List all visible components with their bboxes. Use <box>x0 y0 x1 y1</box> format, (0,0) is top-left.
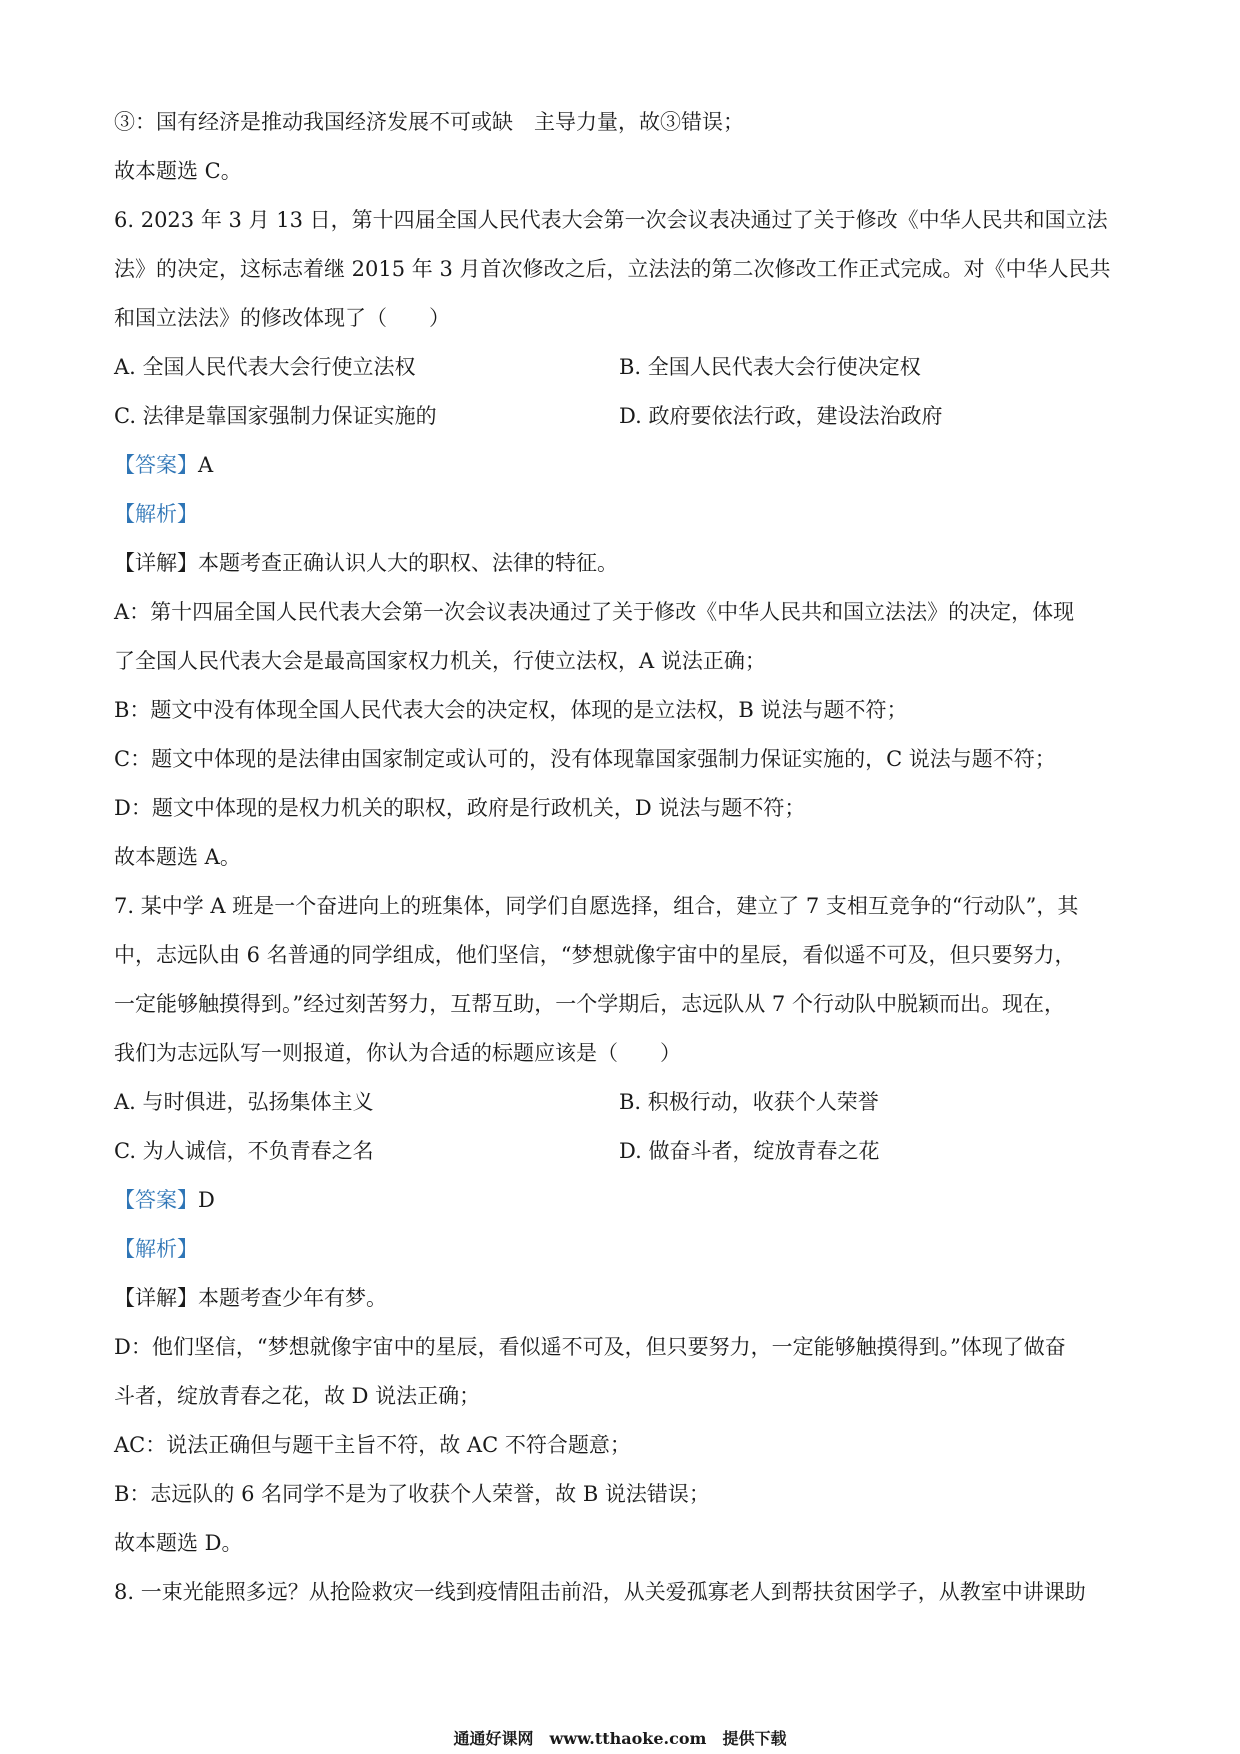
page-footer: 通通好课网 www.tthaoke.com 提供下载 <box>453 1729 787 1748</box>
q6-options-row-1 <box>114 343 1134 392</box>
q7-detail <box>114 1274 1134 1323</box>
q7-stem-line-4: 我们为志远队写一则报道，你认为合适的标题应该是（ ） <box>114 1041 681 1065</box>
q7-options-row-1 <box>114 1078 1134 1127</box>
q7-stem-line-1: 7. 某中学 A 班是一个奋进向上的班集体，同学们自愿选择，组合，建立了 7 支相互竞争的“行动队”，其 <box>114 894 1079 918</box>
q7-options-row-2 <box>114 1127 1134 1176</box>
detail-tag: 【详解】 <box>114 1286 198 1310</box>
analysis-tag: 【解析】 <box>114 1237 198 1261</box>
q6-answer <box>114 441 1134 490</box>
q7-explain-line: 斗者，绽放青春之花，故 D 说法正确； <box>114 1384 481 1408</box>
q7-stem-line-3: 一定能够触摸得到。”经过刻苦努力，互帮互助，一个学期后，志远队从 7 个行动队中脱颖而出。现在， <box>114 992 1065 1016</box>
q7-conclusion: 故本题选 D。 <box>114 1531 243 1555</box>
q6-option-d: D. 政府要依法行政，建设法治政府 <box>619 404 943 428</box>
q6-stem-line-1: 6. 2023 年 3 月 13 日，第十四届全国人民代表大会第一次会议表决通过了关于修改《中华人民共和国立法 <box>114 208 1108 232</box>
q6-option-a: A. 全国人民代表大会行使立法权 <box>114 355 416 379</box>
answer-value: D <box>198 1188 215 1212</box>
answer-tag: 【答案】 <box>114 453 198 477</box>
q6-options-row-2 <box>114 392 1134 441</box>
q6-conclusion: 故本题选 A。 <box>114 845 241 869</box>
q6-explain-line: B：题文中没有体现全国人民代表大会的决定权，体现的是立法权，B 说法与题不符； <box>114 698 908 722</box>
q7-option-b: B. 积极行动，收获个人荣誉 <box>619 1090 879 1114</box>
q5-conclusion: 故本题选 C。 <box>114 159 242 183</box>
q7-explain-line: D：他们坚信，“梦想就像宇宙中的星辰，看似遥不可及，但只要努力，一定能够触摸得到。”体现了做奋 <box>114 1335 1066 1359</box>
q6-detail <box>114 539 1134 588</box>
q8-stem-line-1: 8. 一束光能照多远？从抢险救灾一线到疫情阻击前沿，从关爱孤寡老人到帮扶贫困学子，从教室中讲课助 <box>114 1580 1086 1604</box>
q6-option-b: B. 全国人民代表大会行使决定权 <box>619 355 921 379</box>
q7-option-c: C. 为人诚信，不负青春之名 <box>114 1139 374 1163</box>
q6-analysis <box>114 490 1134 539</box>
answer-value: A <box>198 453 214 477</box>
answer-tag: 【答案】 <box>114 1188 198 1212</box>
q6-explain-line: C：题文中体现的是法律由国家制定或认可的，没有体现靠国家强制力保证实施的，C 说法与题不符； <box>114 747 1056 771</box>
q6-option-c: C. 法律是靠国家强制力保证实施的 <box>114 404 437 428</box>
detail-text: 本题考查正确认识人大的职权、法律的特征。 <box>198 551 618 575</box>
q7-option-a: A. 与时俱进，弘扬集体主义 <box>114 1090 374 1114</box>
q6-stem-line-3: 和国立法法》的修改体现了（ ） <box>114 306 450 330</box>
q7-explain-line: B：志远队的 6 名同学不是为了收获个人荣誉，故 B 说法错误； <box>114 1482 710 1506</box>
q6-stem-line-2: 法》的决定，这标志着继 2015 年 3 月首次修改之后，立法法的第二次修改工作正式完成。对《中华人民共 <box>114 257 1111 281</box>
q7-explain-line: AC：说法正确但与题干主旨不符，故 AC 不符合题意； <box>114 1433 631 1457</box>
q5-explain-line: ③：国有经济是推动我国经济发展不可或缺 主导力量，故③错误； <box>114 110 744 134</box>
q6-explain-line: D：题文中体现的是权力机关的职权，政府是行政机关，D 说法与题不符； <box>114 796 806 820</box>
q6-explain-line: 了全国人民代表大会是最高国家权力机关，行使立法权，A 说法正确； <box>114 649 766 673</box>
detail-tag: 【详解】 <box>114 551 198 575</box>
q6-explain-line: A：第十四届全国人民代表大会第一次会议表决通过了关于修改《中华人民共和国立法法》的决定，体现 <box>114 600 1075 624</box>
detail-text: 本题考查少年有梦。 <box>198 1286 387 1310</box>
analysis-tag: 【解析】 <box>114 502 198 526</box>
q7-option-d: D. 做奋斗者，绽放青春之花 <box>619 1139 880 1163</box>
q7-stem-line-2: 中，志远队由 6 名普通的同学组成，他们坚信，“梦想就像宇宙中的星辰，看似遥不可及，但只要努力， <box>114 943 1076 967</box>
q7-answer <box>114 1176 1134 1225</box>
page-content <box>114 98 1134 1617</box>
q7-analysis <box>114 1225 1134 1274</box>
